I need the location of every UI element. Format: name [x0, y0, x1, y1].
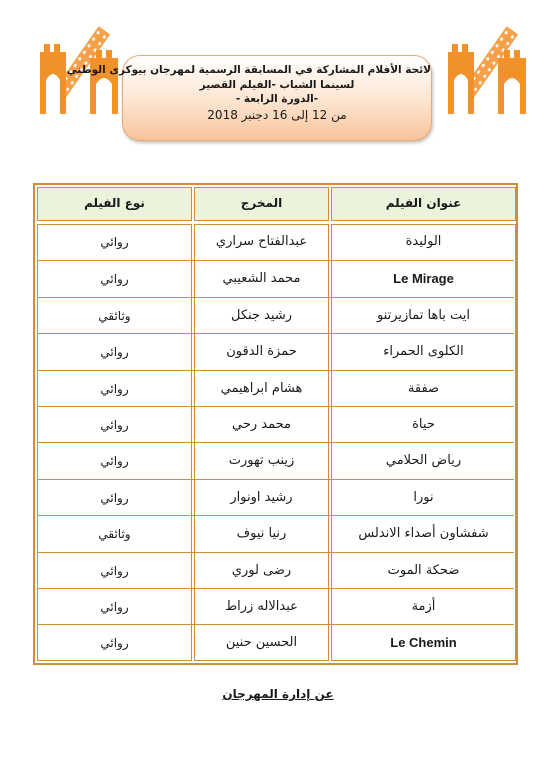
- film-type-cell: روائي: [100, 418, 129, 432]
- director-cell: عبدالفتاح سراري: [215, 234, 308, 249]
- film-type-cell: روائي: [100, 381, 129, 396]
- director-cell: عبدالاله زراط: [225, 599, 298, 614]
- title-line-3: -الدورة الرابعة -: [235, 93, 319, 105]
- film-title-cell: ايت باها تمازيرتنو: [376, 307, 471, 323]
- title-line-1: لائحة الأفلام المشاركة في المسابقة الرسمية لمهرجان بيوكرى الوطني: [66, 64, 431, 76]
- film-title-cell: نورا: [413, 489, 434, 505]
- film-title-cell: Le Mirage: [393, 271, 454, 287]
- table-row: [37, 370, 514, 407]
- film-title-cell: الوليدة: [405, 234, 442, 249]
- director-cell: زينب تهورت: [228, 453, 295, 469]
- film-type-cell: روائي: [100, 345, 129, 360]
- film-title-cell: رياض الحلامي: [385, 453, 462, 469]
- director-cell: رضى لوري: [231, 562, 292, 578]
- film-type-cell: روائي: [100, 563, 129, 578]
- film-type-cell: روائي: [100, 454, 129, 469]
- signature-line: عن إدارة المهرجان: [222, 687, 334, 701]
- table-row: [37, 406, 514, 443]
- director-cell: حمزة الدقون: [226, 344, 297, 360]
- film-title-cell: شفشاون أصداء الاندلس: [358, 526, 489, 542]
- table-header-row: [37, 187, 514, 221]
- film-title-cell: ضحكة الموت: [387, 562, 460, 578]
- film-type-cell: روائي: [100, 272, 129, 287]
- film-title-cell: الكلوى الحمراء: [383, 344, 464, 360]
- film-type-cell: روائي: [100, 636, 129, 651]
- title-banner: [66, 55, 432, 141]
- table-row: [37, 260, 514, 297]
- film-type-cell: وثائقي: [98, 308, 131, 323]
- director-cell: رشيد اونوار: [230, 489, 293, 505]
- table-row: [37, 588, 514, 625]
- director-cell: محمد رحي: [232, 417, 291, 432]
- film-title-cell: Le Chemin: [390, 635, 457, 651]
- director-cell: محمد الشعيبي: [222, 271, 301, 287]
- film-type-cell: روائي: [100, 600, 129, 614]
- column-header-title: عنوان الفيلم: [331, 187, 516, 221]
- table-row: [37, 479, 514, 516]
- festival-dates: من 12 إلى 16 دجنبر 2018: [207, 107, 347, 122]
- film-type-cell: روائي: [100, 490, 129, 505]
- director-cell: الحسين حنين: [225, 635, 298, 651]
- table-row: [37, 515, 514, 552]
- films-table: [33, 183, 518, 665]
- film-type-cell: وثائقي: [98, 527, 131, 542]
- table-row: [37, 624, 514, 661]
- column-header-director: المخرج: [194, 187, 329, 221]
- director-cell: رشيد جنكل: [230, 307, 293, 323]
- film-title-cell: حياة: [412, 417, 435, 432]
- table-body: [37, 224, 514, 661]
- director-cell: هشام ابراهيمي: [220, 380, 303, 396]
- festival-logo-right-icon: [440, 18, 532, 116]
- table-row: [37, 552, 514, 589]
- title-line-2: لسينما الشباب -الفيلم القصير: [199, 78, 355, 91]
- director-cell: رنيا نيوف: [236, 526, 287, 542]
- film-title-cell: أزمة: [411, 599, 436, 614]
- table-row: [37, 333, 514, 370]
- film-type-cell: روائي: [100, 235, 129, 249]
- table-row: [37, 224, 514, 260]
- table-row: [37, 297, 514, 334]
- table-row: [37, 442, 514, 479]
- column-header-type: نوع الفيلم: [37, 187, 192, 221]
- film-title-cell: صفقة: [407, 380, 440, 396]
